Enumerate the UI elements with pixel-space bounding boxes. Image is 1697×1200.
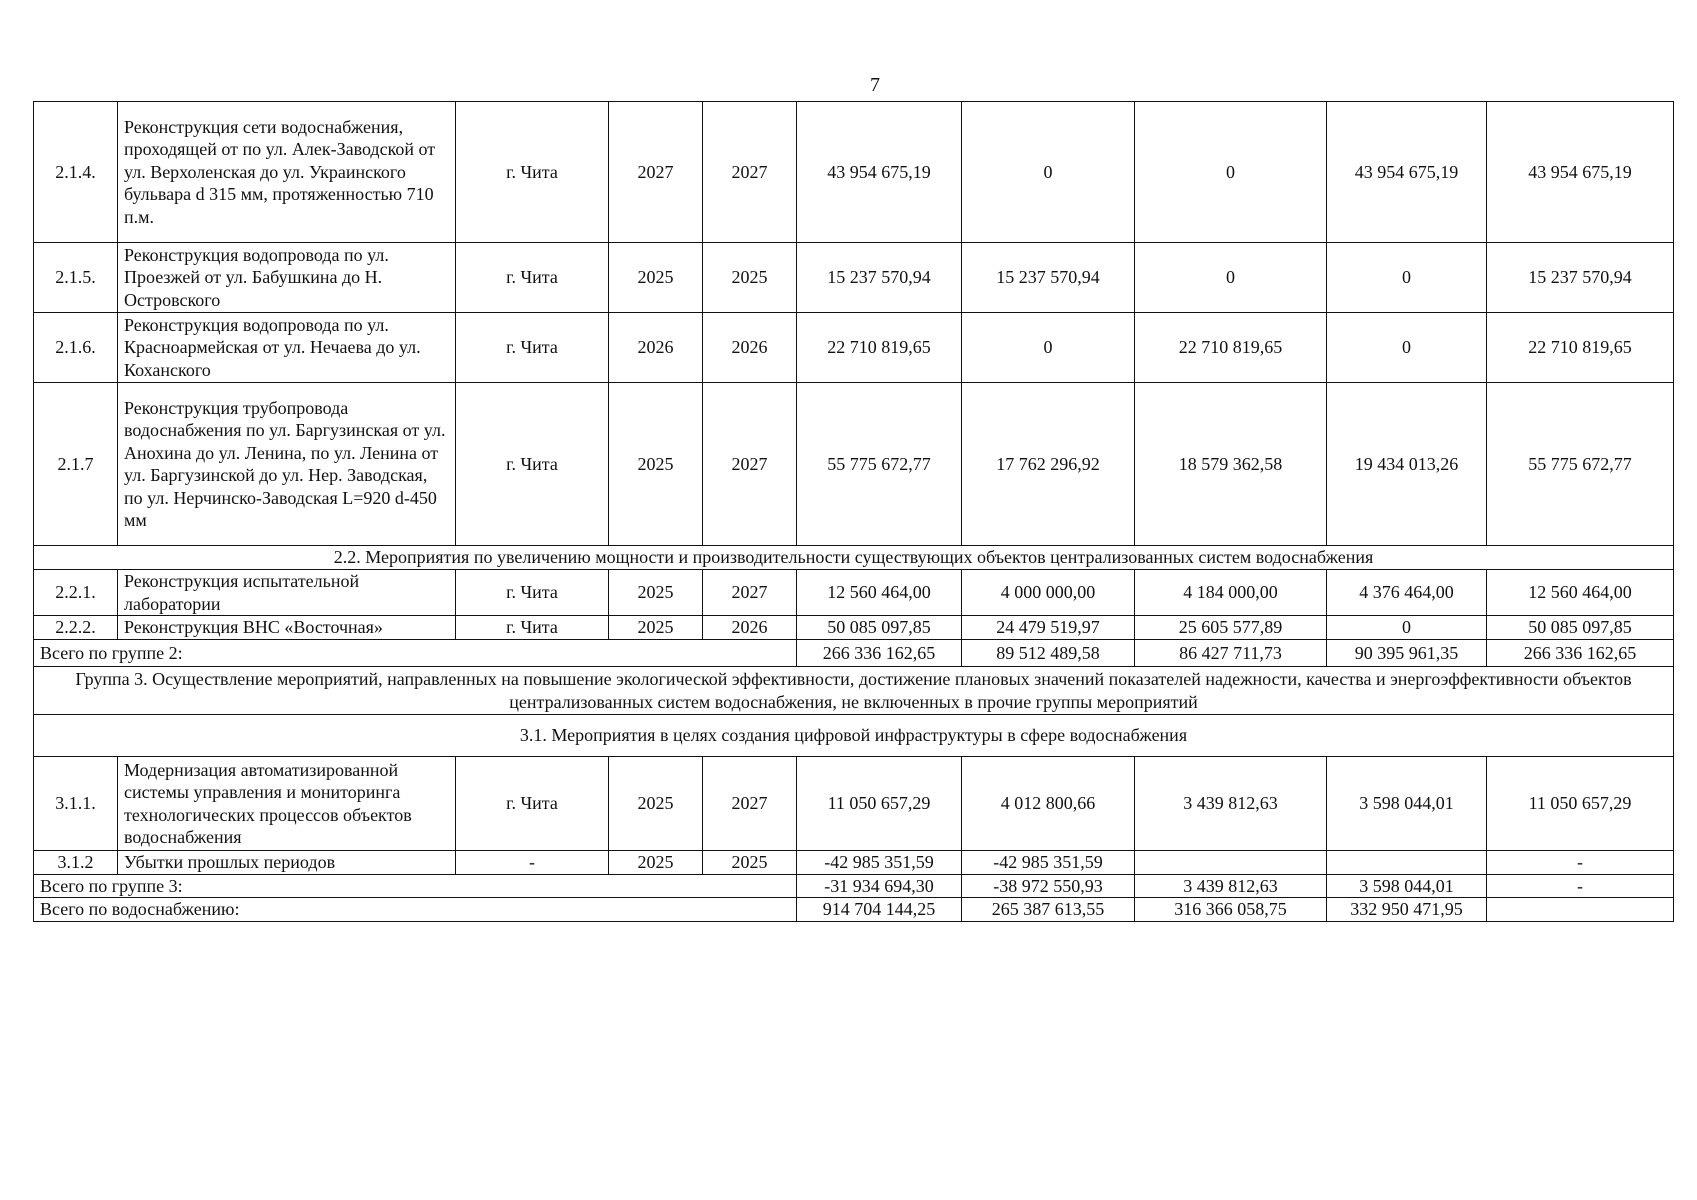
row-sum: - bbox=[1487, 851, 1674, 875]
row-2025: 17 762 296,92 bbox=[962, 383, 1135, 546]
table-row bbox=[34, 243, 1674, 313]
row-name: Модернизация автоматизированной системы управления и мониторинга технологических процессов объектов водоснабжения bbox=[118, 757, 456, 851]
total-sum: - bbox=[1487, 874, 1674, 898]
row-2026: 0 bbox=[1135, 243, 1327, 313]
total-2025: -38 972 550,93 bbox=[962, 874, 1135, 898]
total-sum: 266 336 162,65 bbox=[1487, 640, 1674, 667]
row-place: г. Чита bbox=[456, 383, 609, 546]
row-end-year: 2027 bbox=[703, 383, 797, 546]
row-start-year: 2025 bbox=[609, 570, 703, 616]
row-name: Реконструкция трубопровода водоснабжения по ул. Баргузинская от ул. Анохина до ул. Ленина, по ул. Ленина от ул. Баргузинской до ул. Нер. Заводская, по ул. Нерчинско-Заводская L=920 d-450 мм bbox=[118, 383, 456, 546]
total-2026: 86 427 711,73 bbox=[1135, 640, 1327, 667]
total-value: -31 934 694,30 bbox=[797, 874, 962, 898]
row-sum: 22 710 819,65 bbox=[1487, 313, 1674, 383]
row-name: Реконструкция водопровода по ул. Проезжей от ул. Бабушкина до Н. Островского bbox=[118, 243, 456, 313]
row-2027: 0 bbox=[1327, 313, 1487, 383]
row-sum: 12 560 464,00 bbox=[1487, 570, 1674, 616]
row-start-year: 2025 bbox=[609, 383, 703, 546]
row-2026: 4 184 000,00 bbox=[1135, 570, 1327, 616]
total-2027: 3 598 044,01 bbox=[1327, 874, 1487, 898]
row-end-year: 2026 bbox=[703, 313, 797, 383]
row-2027: 19 434 013,26 bbox=[1327, 383, 1487, 546]
row-start-year: 2027 bbox=[609, 102, 703, 243]
row-number: 2.1.6. bbox=[34, 313, 118, 383]
section-heading-row bbox=[34, 546, 1674, 570]
row-start-year: 2025 bbox=[609, 757, 703, 851]
row-2026: 0 bbox=[1135, 102, 1327, 243]
table-row bbox=[34, 570, 1674, 616]
row-total: 22 710 819,65 bbox=[797, 313, 962, 383]
row-number: 2.1.5. bbox=[34, 243, 118, 313]
row-number: 2.2.1. bbox=[34, 570, 118, 616]
row-end-year: 2027 bbox=[703, 102, 797, 243]
row-start-year: 2025 bbox=[609, 851, 703, 875]
row-place: - bbox=[456, 851, 609, 875]
total-row bbox=[34, 640, 1674, 667]
total-sum bbox=[1487, 898, 1674, 922]
row-2026: 3 439 812,63 bbox=[1135, 757, 1327, 851]
row-sum: 11 050 657,29 bbox=[1487, 757, 1674, 851]
table-row bbox=[34, 616, 1674, 640]
total-label: Всего по водоснабжению: bbox=[34, 898, 797, 922]
table-row bbox=[34, 383, 1674, 546]
group-heading-row bbox=[34, 667, 1674, 715]
row-2027: 0 bbox=[1327, 243, 1487, 313]
total-2025: 265 387 613,55 bbox=[962, 898, 1135, 922]
row-2025: 4 000 000,00 bbox=[962, 570, 1135, 616]
row-place: г. Чита bbox=[456, 570, 609, 616]
total-2027: 90 395 961,35 bbox=[1327, 640, 1487, 667]
table-row bbox=[34, 851, 1674, 875]
row-place: г. Чита bbox=[456, 616, 609, 640]
table-row bbox=[34, 313, 1674, 383]
row-name: Реконструкция испытательной лаборатории bbox=[118, 570, 456, 616]
total-value: 266 336 162,65 bbox=[797, 640, 962, 667]
row-total: 12 560 464,00 bbox=[797, 570, 962, 616]
row-name: Убытки прошлых периодов bbox=[118, 851, 456, 875]
row-number: 2.2.2. bbox=[34, 616, 118, 640]
row-2027: 43 954 675,19 bbox=[1327, 102, 1487, 243]
total-value: 914 704 144,25 bbox=[797, 898, 962, 922]
row-2027: 3 598 044,01 bbox=[1327, 757, 1487, 851]
page-number: 7 bbox=[870, 74, 880, 96]
section-heading: 2.2. Мероприятия по увеличению мощности и производительности существующих объектов централизованных систем водоснабжения bbox=[34, 546, 1674, 570]
total-label: Всего по группе 2: bbox=[34, 640, 797, 667]
row-number: 3.1.2 bbox=[34, 851, 118, 875]
section-heading-row bbox=[34, 715, 1674, 757]
row-end-year: 2026 bbox=[703, 616, 797, 640]
table-row bbox=[34, 102, 1674, 243]
total-row bbox=[34, 874, 1674, 898]
row-2025: -42 985 351,59 bbox=[962, 851, 1135, 875]
row-place: г. Чита bbox=[456, 757, 609, 851]
row-2025: 0 bbox=[962, 102, 1135, 243]
row-total: 11 050 657,29 bbox=[797, 757, 962, 851]
total-2026: 3 439 812,63 bbox=[1135, 874, 1327, 898]
row-end-year: 2025 bbox=[703, 243, 797, 313]
row-total: 43 954 675,19 bbox=[797, 102, 962, 243]
row-2026: 22 710 819,65 bbox=[1135, 313, 1327, 383]
total-2026: 316 366 058,75 bbox=[1135, 898, 1327, 922]
row-2025: 4 012 800,66 bbox=[962, 757, 1135, 851]
row-sum: 43 954 675,19 bbox=[1487, 102, 1674, 243]
row-2027: 4 376 464,00 bbox=[1327, 570, 1487, 616]
row-sum: 15 237 570,94 bbox=[1487, 243, 1674, 313]
section-heading: 3.1. Мероприятия в целях создания цифровой инфраструктуры в сфере водоснабжения bbox=[34, 715, 1674, 757]
total-2027: 332 950 471,95 bbox=[1327, 898, 1487, 922]
row-end-year: 2027 bbox=[703, 570, 797, 616]
row-2025: 0 bbox=[962, 313, 1135, 383]
investment-table bbox=[33, 101, 1674, 922]
row-2025: 24 479 519,97 bbox=[962, 616, 1135, 640]
row-2026: 25 605 577,89 bbox=[1135, 616, 1327, 640]
row-end-year: 2025 bbox=[703, 851, 797, 875]
row-place: г. Чита bbox=[456, 102, 609, 243]
row-number: 3.1.1. bbox=[34, 757, 118, 851]
table-row bbox=[34, 757, 1674, 851]
row-2027 bbox=[1327, 851, 1487, 875]
row-total: -42 985 351,59 bbox=[797, 851, 962, 875]
row-start-year: 2025 bbox=[609, 616, 703, 640]
row-name: Реконструкция сети водоснабжения, проходящей от по ул. Алек-Заводской от ул. Верхоленская до ул. Украинского бульвара d 315 мм, протяженностью 710 п.м. bbox=[118, 102, 456, 243]
row-sum: 55 775 672,77 bbox=[1487, 383, 1674, 546]
row-start-year: 2025 bbox=[609, 243, 703, 313]
row-2026 bbox=[1135, 851, 1327, 875]
row-2027: 0 bbox=[1327, 616, 1487, 640]
row-2025: 15 237 570,94 bbox=[962, 243, 1135, 313]
total-row bbox=[34, 898, 1674, 922]
group-heading: Группа 3. Осуществление мероприятий, направленных на повышение экологической эффективности, достижение плановых значений показателей надежности, качества и энергоэффективности объектов централизованных систем водоснабжения, не включенных в прочие группы мероприятий bbox=[34, 667, 1674, 715]
row-name: Реконструкция ВНС «Восточная» bbox=[118, 616, 456, 640]
row-place: г. Чита bbox=[456, 243, 609, 313]
row-sum: 50 085 097,85 bbox=[1487, 616, 1674, 640]
row-number: 2.1.4. bbox=[34, 102, 118, 243]
row-name: Реконструкция водопровода по ул. Красноармейская от ул. Нечаева до ул. Коханского bbox=[118, 313, 456, 383]
row-place: г. Чита bbox=[456, 313, 609, 383]
row-start-year: 2026 bbox=[609, 313, 703, 383]
total-label: Всего по группе 3: bbox=[34, 874, 797, 898]
row-end-year: 2027 bbox=[703, 757, 797, 851]
total-2025: 89 512 489,58 bbox=[962, 640, 1135, 667]
row-total: 55 775 672,77 bbox=[797, 383, 962, 546]
row-total: 50 085 097,85 bbox=[797, 616, 962, 640]
row-number: 2.1.7 bbox=[34, 383, 118, 546]
row-2026: 18 579 362,58 bbox=[1135, 383, 1327, 546]
row-total: 15 237 570,94 bbox=[797, 243, 962, 313]
